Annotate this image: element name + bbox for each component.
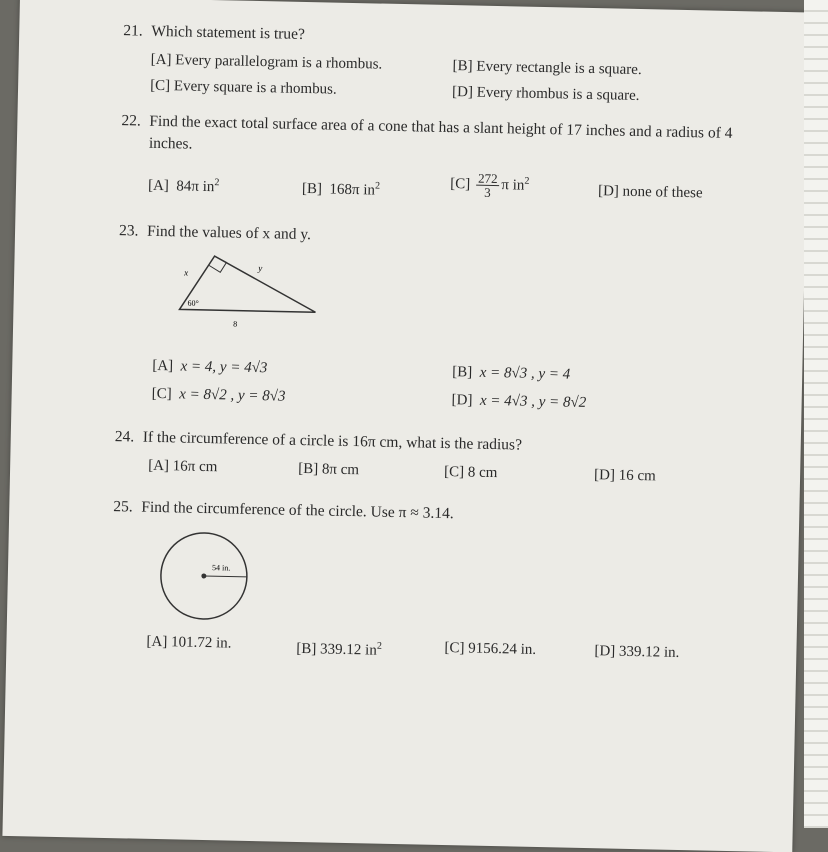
option-a: [A] Every parallelogram is a rhombus. [150,51,383,73]
question-24 [114,426,755,499]
question-stem: Which statement is true? [151,22,306,43]
option-b: [B] 168π $in^2$ [301,180,381,199]
option-c: [C] $\frac{272}{3}$ π $in^2$ [449,170,530,200]
option-a: [A] 101.72 in. [146,633,232,652]
question-stem: Find the exact total surface area of a cone that has a slant height of 17 inches and a radius of 4 inches. [148,112,733,153]
worksheet-page [2,0,809,852]
label-base: 8 [233,319,238,329]
question-number: 25. [113,498,133,516]
option-b: [B] Every rectangle is a square. [452,58,642,79]
option-d: [D] Every rhombus is a square. [451,84,640,104]
question-21 [122,20,764,113]
question-25 [110,496,753,669]
question-number: 22. [121,112,141,130]
question-22 [119,110,781,234]
right-triangle-figure [173,251,325,334]
option-b: [B] 339.12 $in^2$ [296,640,382,659]
question-number: 23. [118,222,139,240]
option-b: [B] x = 8√3 , y = 4 [452,364,571,383]
question-stem: Find the values of x and y. [146,222,312,244]
option-c: [C] x = 8√2 , y = 8√3 [151,385,286,405]
option-a: [A] 16π cm [148,457,218,476]
option-d: [D] 16 cm [593,467,656,485]
question-23 [115,220,759,433]
label-angle: 60° [187,298,199,308]
fraction: $\frac{272}{3}$ [477,170,498,200]
option-a: [A] x = 4, y = 4√3 [152,357,268,377]
question-stem: Find the circumference of the circle. Use π ≈ 3.14. [141,498,454,523]
label-x: x [184,267,189,278]
radius-label: 54 in. [211,563,231,573]
circle-figure [155,527,257,625]
label-y: y [258,263,263,274]
option-a: [A] 84π $in^2$ [147,177,220,196]
question-number: 24. [114,428,135,446]
paper-stack-edge [804,0,828,828]
option-b: [B] 8π cm [297,460,360,479]
option-c: [C] 8 cm [443,463,498,482]
option-d: [D] x = 4√3 , y = 8√2 [451,392,587,411]
option-c: [C] Every square is a rhombus. [149,77,337,98]
option-d: [D] 339.12 in. [594,643,680,661]
option-c: [C] 9156.24 in. [444,640,537,658]
question-number: 21. [123,22,143,40]
option-d: [D] none of these [597,183,703,202]
question-stem: If the circumference of a circle is 16π cm, what is the radius? [142,428,523,454]
